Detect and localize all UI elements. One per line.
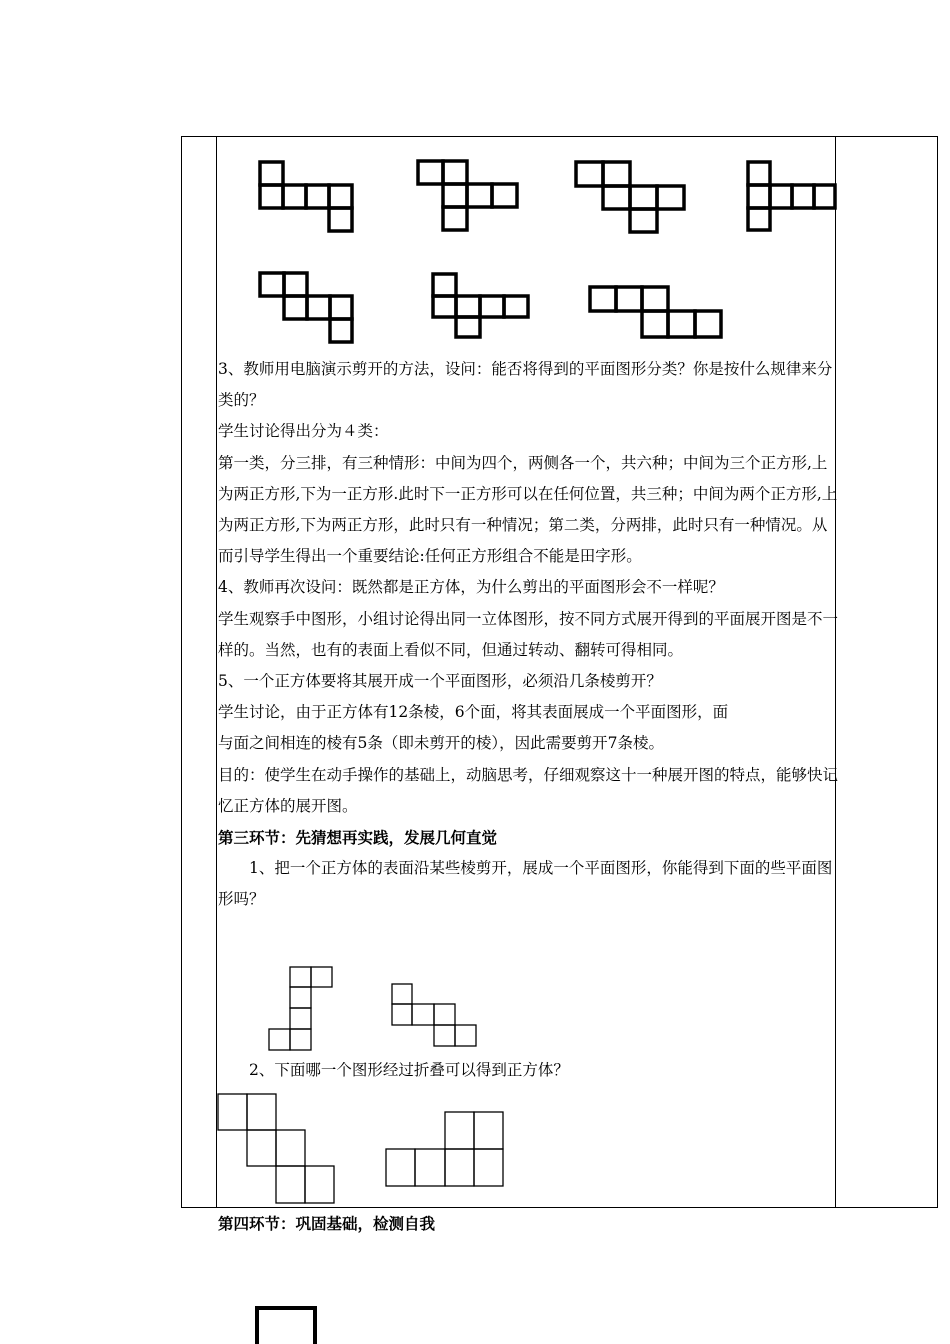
paragraph-edges-answer: 与面之间相连的棱有5条（即未剪开的棱），因此需要剪开7条棱。 <box>218 734 664 753</box>
question1-nets <box>269 967 476 1050</box>
cube-net-2 <box>418 161 517 230</box>
cube-net-row1 <box>260 161 835 232</box>
question1-text: 1、把一个正方体的表面沿某些棱剪开，展成一个平面图形，你能得到下面的些平面图形吗？ <box>218 859 833 909</box>
question2-text: 2、下面哪一个图形经过折叠可以得到正方体？ <box>249 1061 569 1079</box>
question1-net-a <box>269 967 332 1050</box>
lesson-text <box>218 354 838 916</box>
partial-figure-bottom <box>257 1308 315 1344</box>
section3-heading: 第三环节：先猜想再实践，发展几何直觉 <box>218 828 498 848</box>
question2-net-a <box>218 1094 334 1203</box>
cube-net-5 <box>260 273 352 342</box>
question2-nets <box>218 1094 503 1203</box>
cube-net-4 <box>748 162 835 230</box>
cube-net-1 <box>260 162 352 231</box>
question2-net-b <box>386 1112 503 1186</box>
cube-net-3 <box>576 162 684 232</box>
paragraph-student-observe: 学生观察手中图形，小组讨论得出同一立体图形，按不同方式展开得到的平面展开图是不一样的。当然，也有的表面上看似不同，但通过转动、翻转可得相同。 <box>218 609 839 659</box>
section4-heading: 第四环节：巩固基础，检测自我 <box>218 1214 436 1233</box>
paragraph-four-classes: 学生讨论得出分为４类： <box>218 422 389 441</box>
question1-net-b <box>392 984 476 1046</box>
paragraph-teacher-question: 4、教师再次设问：既然都是正方体，为什么剪出的平面图形会不一样呢？ <box>218 578 724 597</box>
cube-net-7 <box>590 287 721 337</box>
paragraph-classification: 第一类，分三排，有三种情形：中间为四个，两侧各一个，共六种；中间为三个正方形,上为两正方形,下为一正方形.此时下一正方形可以在任何位置，共三种；中间为两个正方形,上为两正方形,下为两正方形，此时只有一种情况；第二类，分两排，此时只有一种情况。从而引导学生得出一个重要结论:任何正方形组合不能是田字形。 <box>218 453 838 566</box>
cube-net-6 <box>433 274 528 337</box>
paragraph-purpose: 目的：使学生在动手操作的基础上，动脑思考，仔细观察这十一种展开图的特点，能够快记忆正方体的展开图。 <box>218 765 839 815</box>
paragraph-teacher-demo: 3、教师用电脑演示剪开的方法，设问：能否将得到的平面图形分类？你是按什么规律来分类的？ <box>218 360 833 410</box>
paragraph-student-discuss: 学生讨论，由于正方体有12条棱，6个面，将其表面展成一个平面图形，面 <box>218 703 729 722</box>
paragraph-edges-question: 5、一个正方体要将其展开成一个平面图形，必须沿几条棱剪开？ <box>218 672 662 691</box>
cube-net-row2 <box>260 273 721 342</box>
